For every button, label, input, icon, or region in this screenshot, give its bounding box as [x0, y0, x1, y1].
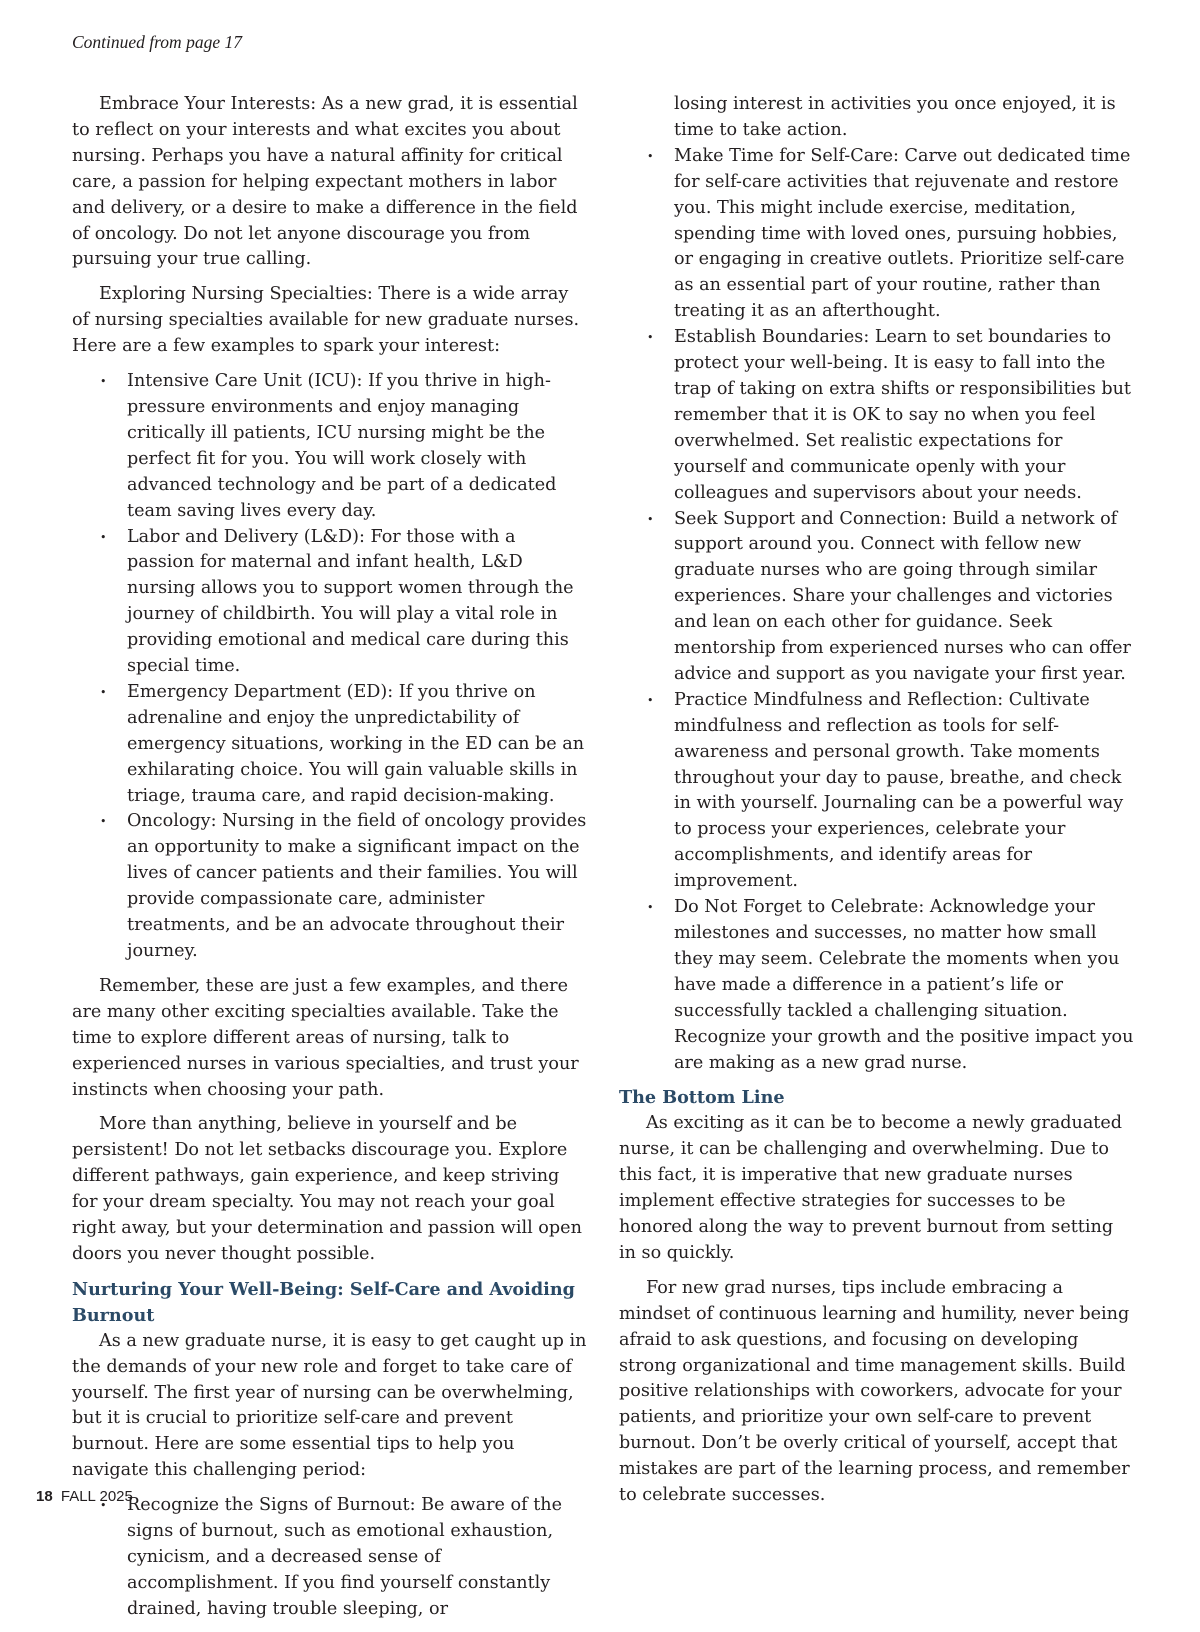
tips-list-continued — [619, 92, 1134, 1076]
list-item: • Establish Boundaries: Learn to set boundaries to protect your well-being. It is easy to fall into the trap of taking on extra shifts or responsibilities but remember that it is OK to say no when you feel overwhelmed. Set realistic expectations for yourself and communicate openly with your colleagues and supervisors about your needs. — [619, 325, 1134, 506]
page-footer — [36, 1488, 133, 1505]
paragraph-interests: Embrace Your Interests: As a new grad, it is essential to reflect on your interests and what excites you about nursing. Perhaps you have a natural affinity for critical care, a passion for helping expectant mothers in labor and delivery, or a desire to make a difference in the field of oncology. Do not let anyone discourage you from pursuing your true calling. — [72, 94, 578, 270]
paragraph-wellbeing: As a new graduate nurse, it is easy to get caught up in the demands of your new role and forget to take care of yourself. The first year of nursing can be overwhelming, but it is crucial to prioritize self-care and prevent burnout. Here are some essential tips to help you navigate this challenging period: — [72, 1330, 587, 1481]
list-item: • Seek Support and Connection: Build a network of support around you. Connect with fellow new graduate nurses who are going through similar experiences. Share your challenges and victories and lean on each other for guidance. Seek mentorship from experienced nurses who can offer advice and support as you navigate your first year. — [619, 507, 1134, 688]
list-item: • Make Time for Self-Care: Carve out dedicated time for self-care activities that rejuvenate and restore you. This might include exercise, meditation, spending time with loved ones, pursuing hobbies, or engaging in creative outlets. Prioritize self-care as an essential part of your routine, rather than treating it as an afterthought. — [619, 144, 1134, 325]
paragraph-bottom-line: As exciting as it can be to become a newly graduated nurse, it can be challenging and overwhelming. Due to this fact, it is imperative that new graduate nurses implement effective strategies for successes to be honored along the way to prevent burnout from setting in so quickly. — [619, 1113, 1123, 1263]
list-item: • Intensive Care Unit (ICU): If you thrive in high-pressure environments and enjoy managing critically ill patients, ICU nursing might be the perfect fit for you. You will work closely with advanced technology and be part of a dedicated team saving lives every day. — [72, 369, 587, 524]
list-item: • Labor and Delivery (L&D): For those with a passion for maternal and infant health, L&D nursing allows you to support women through the journey of childbirth. You will play a vital role in providing emotional and medical care during this special time. — [72, 525, 587, 680]
paragraph-believe: More than anything, believe in yourself and be persistent! Do not let setbacks discourage you. Explore different pathways, gain experience, and keep striving for your dream specialty. You may not reach your goal right away, but your determination and passion will open doors you never thought possible. — [72, 1114, 582, 1264]
continued-note: Continued from page 17 — [72, 32, 242, 52]
right-column — [619, 92, 1134, 1518]
list-item-continued: losing interest in activities you once enjoyed, it is time to take action. — [674, 94, 1116, 140]
list-item: • Practice Mindfulness and Reflection: Cultivate mindfulness and reflection as tools for self-awareness and personal growth. Take moments throughout your day to pause, breathe, and check in with yourself. Journaling can be a powerful way to process your experiences, celebrate your accomplishments, and identify areas for improvement. — [619, 688, 1134, 895]
paragraph-remember: Remember, these are just a few examples, and there are many other exciting specialties available. Take the time to explore different areas of nursing, talk to experienced nurses in various specialties, and trust your instincts when choosing your path. — [72, 975, 579, 1100]
list-item: • Emergency Department (ED): If you thrive on adrenaline and enjoy the unpredictability of emergency situations, working in the ED can be an exhilarating choice. You will gain valuable skills in triage, trauma care, and rapid decision-making. — [72, 680, 587, 810]
paragraph-specialties-intro: Exploring Nursing Specialties: There is a wide array of nursing specialties available for new graduate nurses. Here are a few examples to spark your interest: — [72, 284, 580, 357]
page-number: 18 — [36, 1488, 53, 1505]
section-heading-bottom-line: The Bottom Line — [619, 1087, 785, 1109]
list-item: • Do Not Forget to Celebrate: Acknowledge your milestones and successes, no matter how small they may seem. Celebrate the moments when you have made a difference in a patient’s life or successfully tackled a challenging situation. Recognize your growth and the positive impact you are making as a new grad nurse. — [619, 895, 1134, 1076]
tips-list-start — [72, 1493, 587, 1623]
specialties-list — [72, 369, 587, 965]
list-item: • Oncology: Nursing in the field of oncology provides an opportunity to make a significant impact on the lives of cancer patients and their families. You will provide compassionate care, administer treatments, and be an advocate throughout their journey. — [72, 809, 587, 964]
left-column — [72, 92, 587, 1632]
issue-label: FALL 2025 — [60, 1488, 133, 1505]
paragraph-tips-summary: For new grad nurses, tips include embracing a mindset of continuous learning and humility, never being afraid to ask questions, and focusing on developing strong organizational and time management skills. Build positive relationships with coworkers, advocate for your patients, and prioritize your own self-care to prevent burnout. Don’t be overly critical of yourself, accept that mistakes are part of the learning process, and remember to celebrate successes. — [619, 1277, 1130, 1506]
section-heading-wellbeing: Nurturing Your Well-Being: Self-Care and Avoiding Burnout — [72, 1278, 575, 1326]
list-item: • Recognize the Signs of Burnout: Be aware of the signs of burnout, such as emotional exhaustion, cynicism, and a decreased sense of accomplishment. If you find yourself constantly drained, having trouble sleeping, or — [72, 1493, 587, 1623]
